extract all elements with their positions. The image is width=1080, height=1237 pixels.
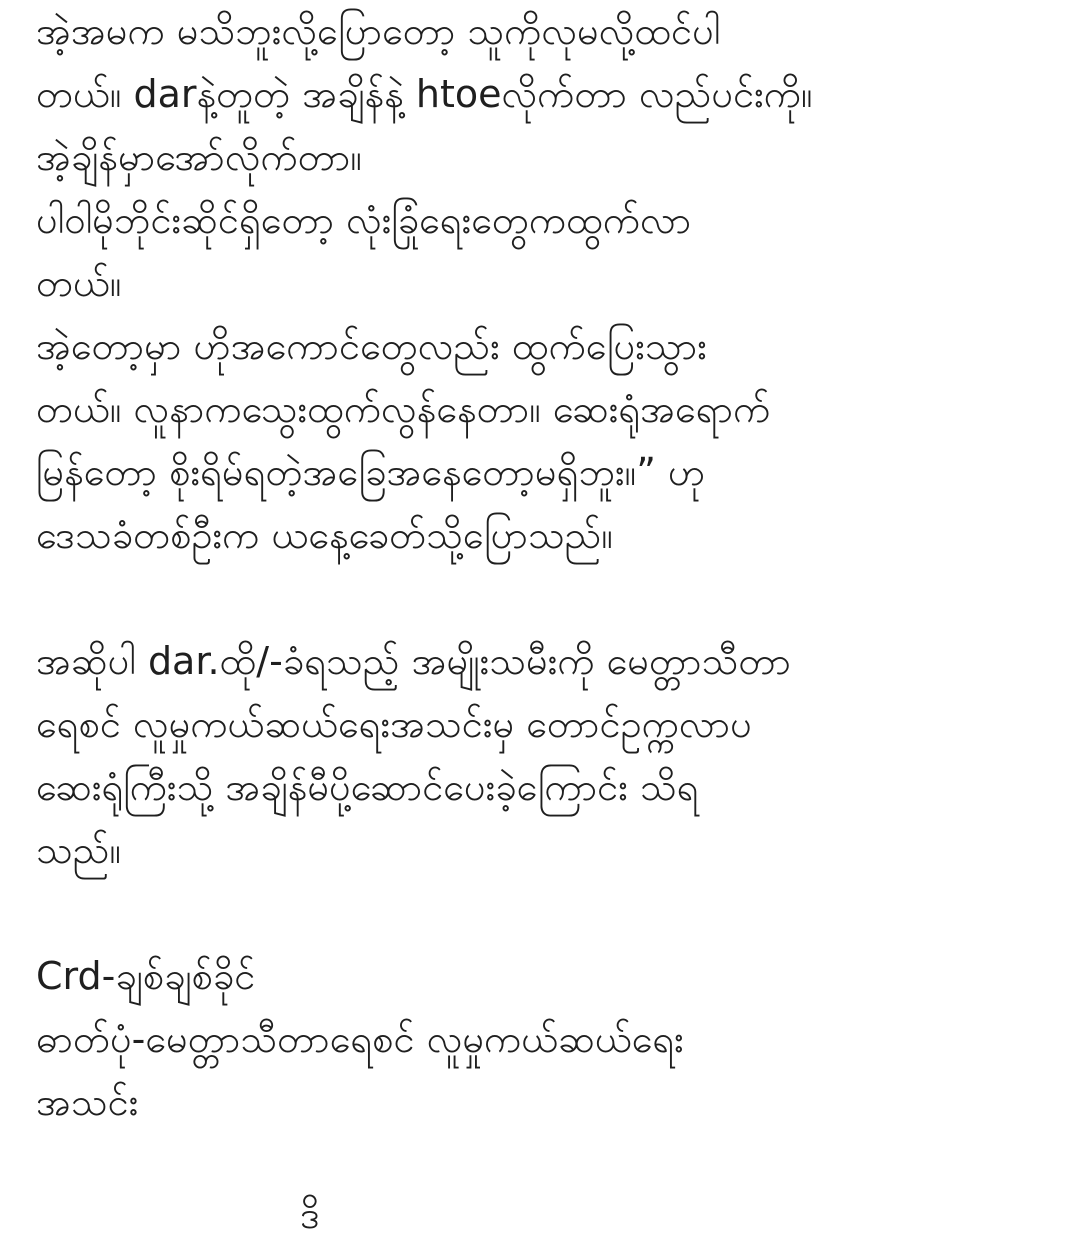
cut-off-text (300, 1193, 340, 1237)
text-line: အဲ့ချိန်မှာအော်လိုက်တာ။ (36, 135, 362, 179)
credit-block (36, 945, 1050, 1134)
cut-off-glyph: ဒိ (300, 1193, 320, 1237)
text-line: ရေစင် လူမှုကယ်ဆယ်ရေးအသင်းမှ တောင်ဥက္ကလာပ (36, 702, 752, 746)
text-line: သည်။ (36, 828, 121, 872)
paragraph-quote (36, 0, 1050, 567)
paragraph-hospital (36, 630, 1050, 882)
credit-line: အသင်း (36, 1080, 139, 1124)
credit-line: Crd-ချစ်ချစ်ခိုင် (36, 954, 256, 998)
text-line: တယ်။ darနဲ့တူတဲ့ အချိန်နဲ့ htoeလိုက်တာ လည်ပင်းကို။ (36, 72, 813, 116)
credit-line: ဓာတ်ပုံ-မေတ္တာသီတာရေစင် လူမှုကယ်ဆယ်ရေး (36, 1017, 684, 1061)
text-line: မြန်တော့ စိုးရိမ်ရတဲ့အခြေအနေတော့မရှိဘူး။” ဟု (36, 450, 706, 494)
text-line: အဆိုပါ dar.ထို/-ခံရသည့် အမျိုးသမီးကို မေတ္တာသီတာ (36, 639, 791, 683)
text-line: အဲ့အမက မသိဘူးလို့ပြောတော့ သူကိုလုမလို့ထင်ပါ (36, 9, 721, 53)
text-line: ဆေးရုံကြီးသို့ အချိန်မီပို့ဆောင်ပေးခဲ့ကြောင်း သိရ (36, 765, 699, 809)
text-line: တယ်။ လူနာကသွေးထွက်လွန်နေတာ။ ဆေးရုံအရောက် (36, 387, 771, 431)
text-line: ပါဝါမိုဘိုင်းဆိုင်ရှိတော့ လုံးခြုံရေးတွေကထွက်လာ (36, 198, 692, 242)
text-line: အဲ့တော့မှာ ဟိုအကောင်တွေလည်း ထွက်ပြေးသွား (36, 324, 707, 368)
text-line: ဒေသခံတစ်ဦးက ယနေ့ခေတ်သို့ပြောသည်။ (36, 513, 613, 557)
paragraph-gap (36, 882, 1050, 945)
text-line: တယ်။ (36, 261, 122, 305)
paragraph-gap (36, 567, 1050, 630)
